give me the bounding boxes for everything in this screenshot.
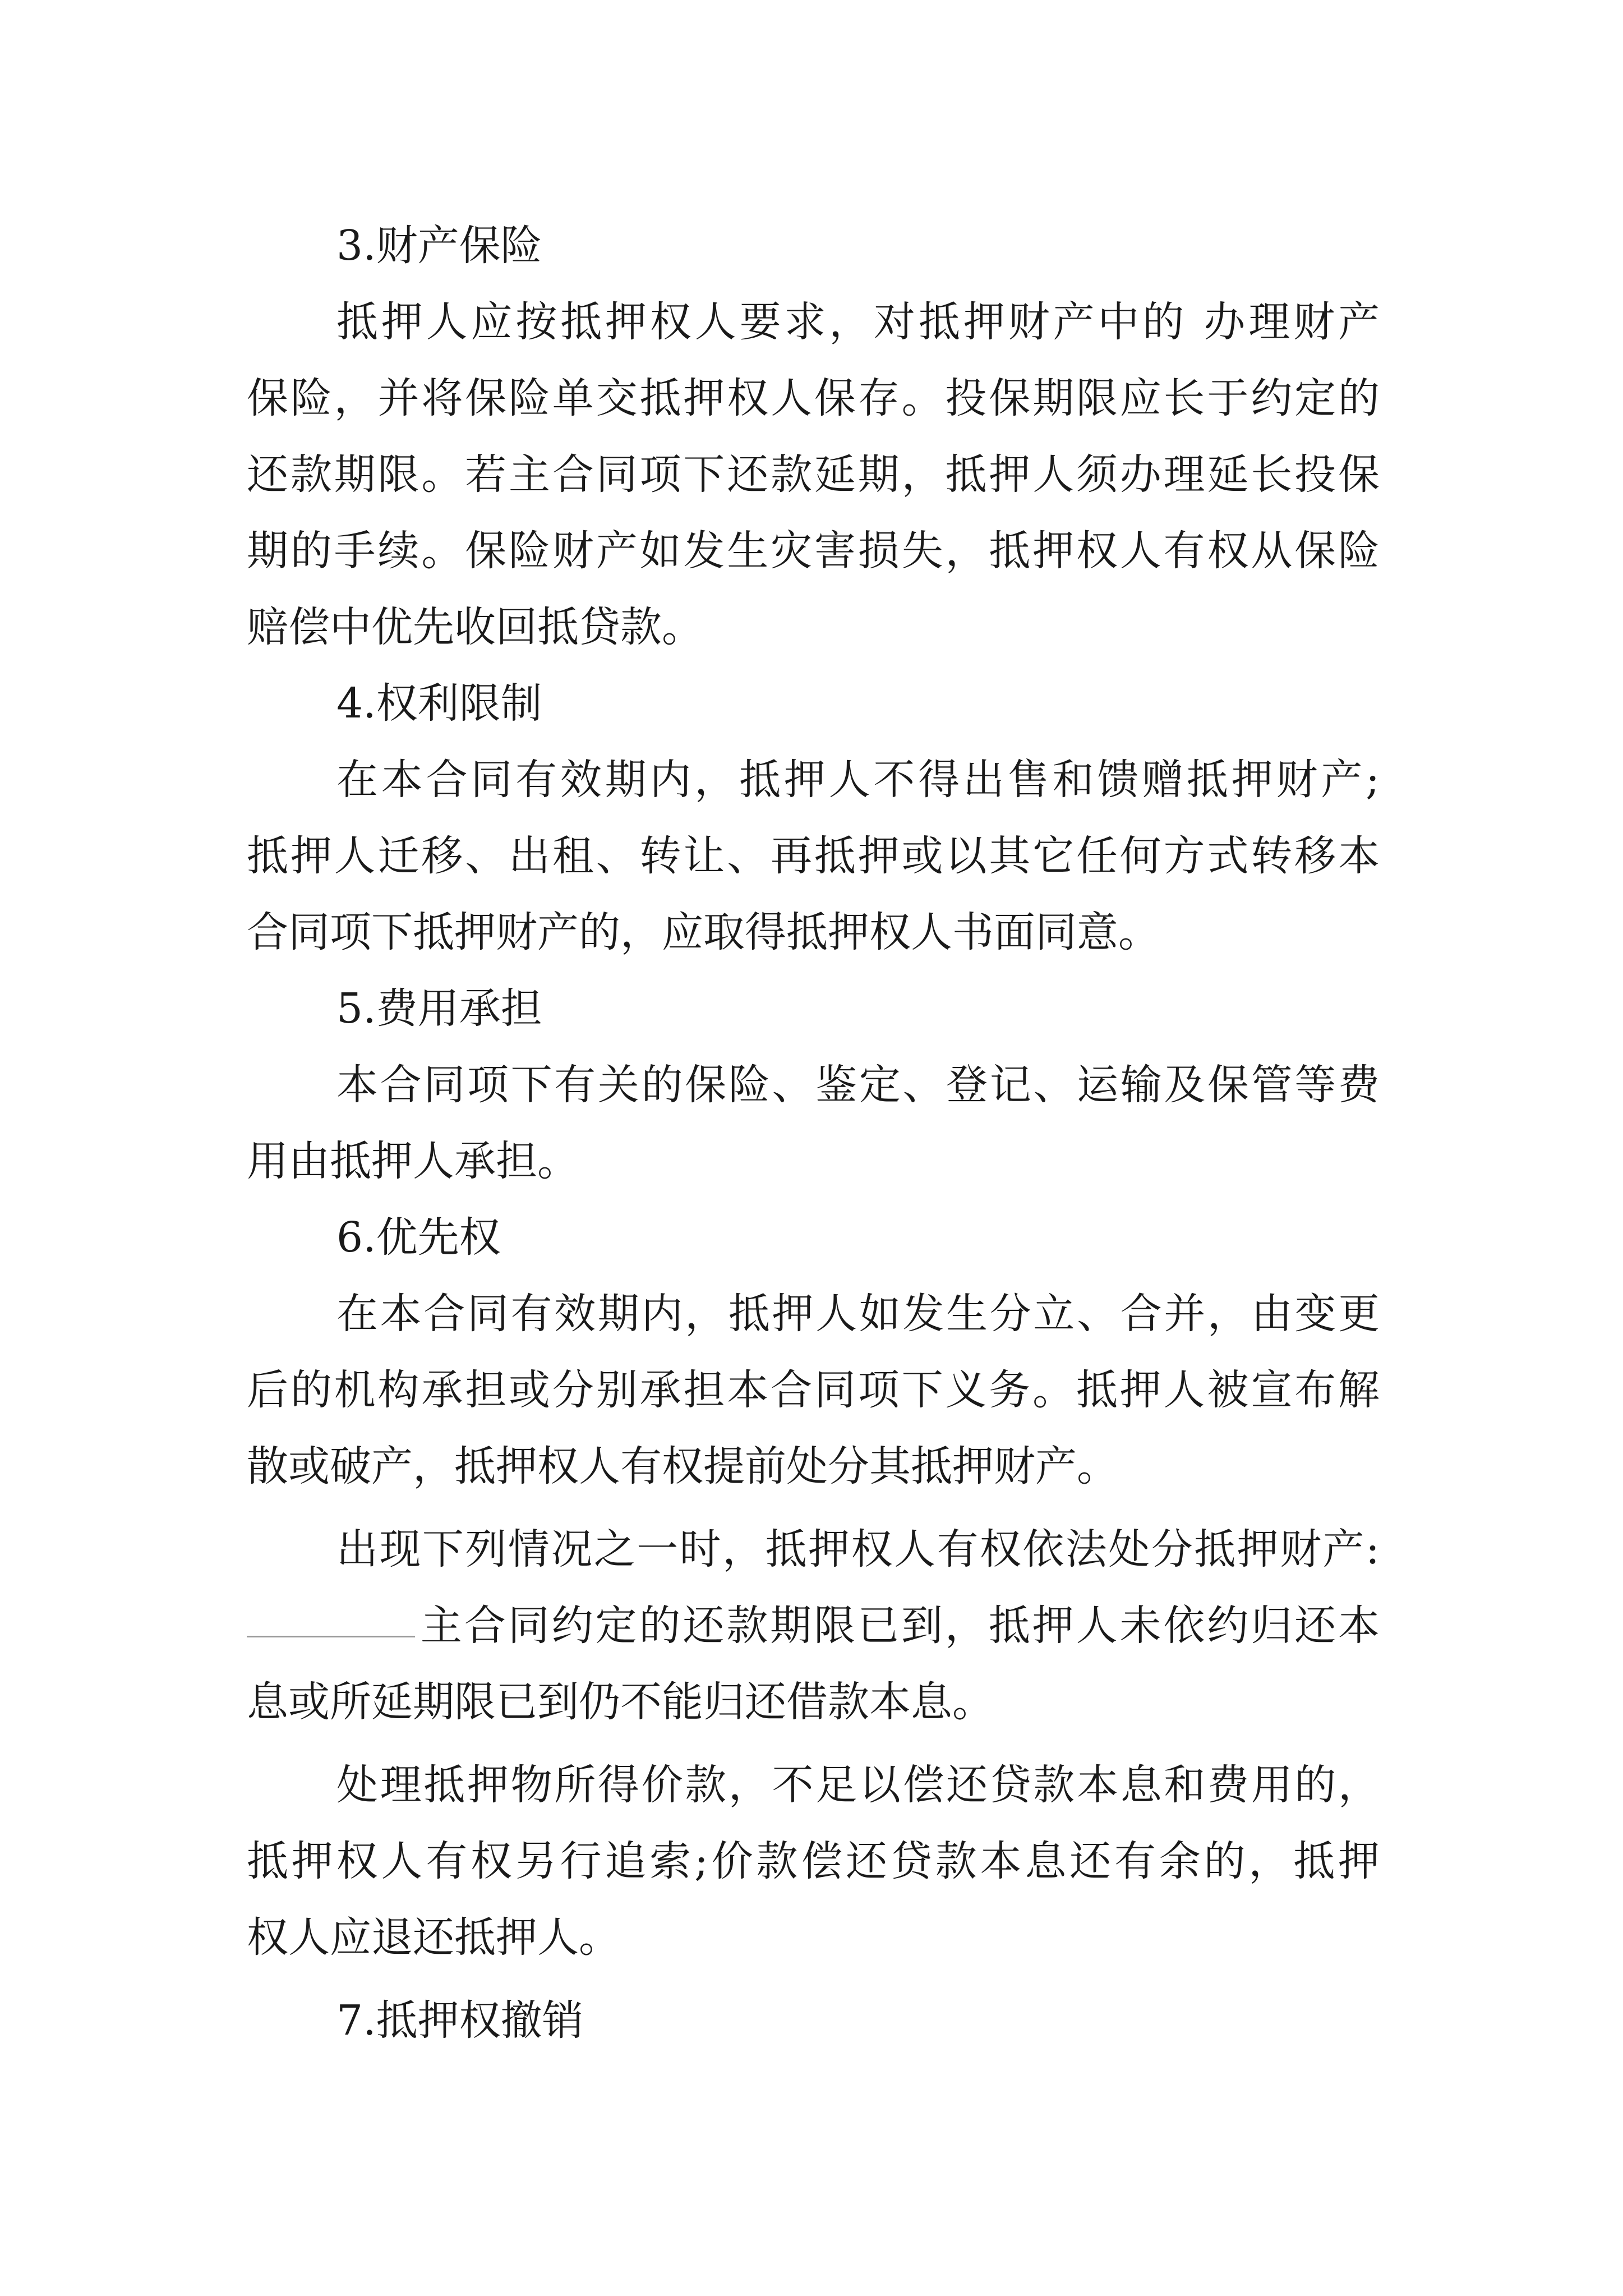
paragraph-line: 保险，并将保险单交抵押权人保存。投保期限应长于约定的 bbox=[247, 374, 1380, 422]
paragraph-line: 赔偿中优先收回抵贷款。 bbox=[247, 603, 703, 651]
paragraph-line: 后的机构承担或分别承担本合同项下义务。抵押人被宣布解 bbox=[247, 1366, 1380, 1414]
paragraph-line: 散或破产，抵押权人有权提前处分其抵押财产。 bbox=[247, 1442, 1118, 1490]
paragraph-gap bbox=[247, 1740, 1380, 1747]
paragraph-line: 期的手续。保险财产如发生灾害损失，抵押权人有权从保险 bbox=[247, 527, 1380, 575]
section-heading-mortgage-revocation: 7.抵押权撤销 bbox=[336, 1996, 584, 2045]
paragraph-gap bbox=[247, 1976, 1380, 1982]
document-body bbox=[247, 208, 1380, 2059]
paragraph-line: 用由抵押人承担。 bbox=[247, 1137, 579, 1185]
paragraph-line-with-blank bbox=[247, 1588, 1380, 1664]
paragraph-line: 在本合同有效期内，抵押人不得出售和馈赠抵押财产; bbox=[336, 756, 1380, 804]
paragraph-line: 本合同项下有关的保险、鉴定、登记、运输及保管等费 bbox=[336, 1061, 1380, 1109]
section-heading-rights-restriction: 4.权利限制 bbox=[336, 679, 542, 728]
paragraph-line: 出现下列情况之一时，抵押权人有权依法处分抵押财产: bbox=[336, 1525, 1380, 1573]
paragraph-gap bbox=[247, 1504, 1380, 1511]
fill-in-blank[interactable] bbox=[247, 1588, 415, 1637]
section-heading-cost-bearing: 5.费用承担 bbox=[336, 984, 542, 1033]
paragraph-line: 处理抵押物所得价款，不足以偿还贷款本息和费用的， bbox=[336, 1761, 1380, 1809]
section-heading-property-insurance: 3.财产保险 bbox=[336, 222, 542, 270]
paragraph-line: 在本合同有效期内，抵押人如发生分立、合并，由变更 bbox=[336, 1290, 1380, 1338]
paragraph-line: 还款期限。若主合同项下还款延期，抵押人须办理延长投保 bbox=[247, 450, 1380, 499]
paragraph-line: 抵押人应按抵押权人要求，对抵押财产中的 办理财产 bbox=[336, 298, 1380, 346]
paragraph-line-text: 主合同约定的还款期限已到，抵押人未依约归还本 bbox=[418, 1602, 1380, 1650]
paragraph-line: 权人应退还抵押人。 bbox=[247, 1913, 620, 1962]
paragraph-line: 合同项下抵押财产的，应取得抵押权人书面同意。 bbox=[247, 908, 1160, 956]
paragraph-line: 抵押人迁移、出租、转让、再抵押或以其它任何方式转移本 bbox=[247, 832, 1380, 880]
section-heading-priority: 6.优先权 bbox=[336, 1213, 501, 1262]
paragraph-line: 息或所延期限已到仍不能归还借款本息。 bbox=[247, 1678, 994, 1726]
paragraph-line: 抵押权人有权另行追索;价款偿还贷款本息还有余的，抵押 bbox=[247, 1837, 1380, 1885]
